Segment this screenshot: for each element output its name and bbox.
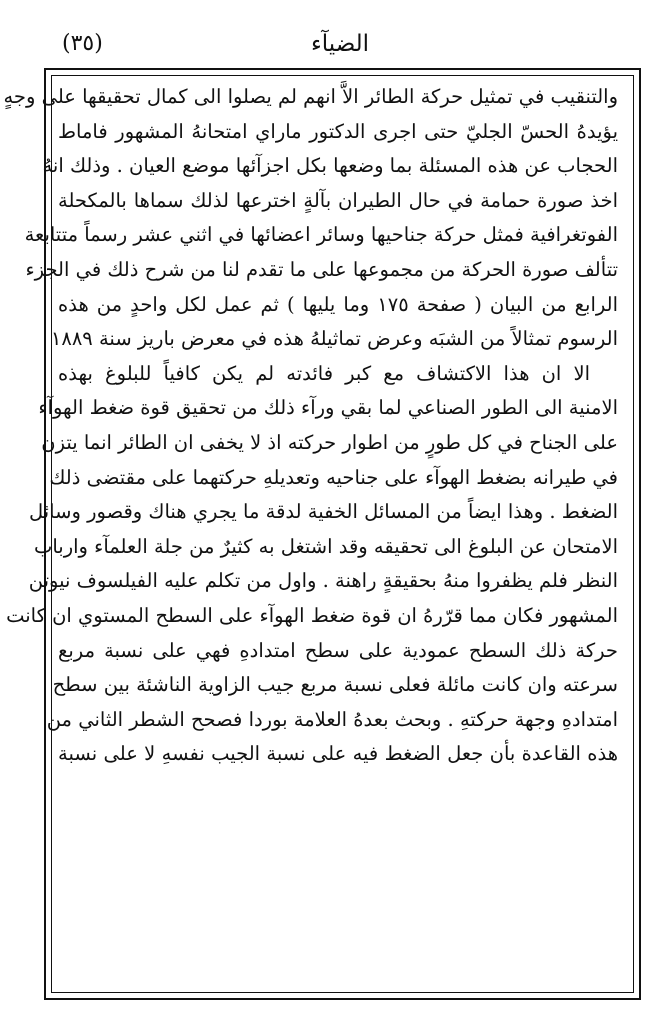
text-line: على الجناح في كل طورٍ من اطوار حركته اذ لا يخفى ان الطائر انما يتزن <box>41 430 618 454</box>
text-line: اخذ صورة حمامة في حال الطيران بآلةٍ اخترعها لذلك سماها بالمكحلة <box>58 188 618 212</box>
page-header <box>40 28 640 64</box>
text-line: النظر فلم يظفروا منهُ بحقيقةٍ راهنة . واول من تكلم عليه الفيلسوف نيوتن <box>28 569 618 593</box>
text-line: في طيرانه بضغط الهوآء على جناحيه وتعديلهِ حركتهما على مقتضى ذلك <box>49 465 618 489</box>
paragraph-start-line: الا ان هذا الاكتشاف مع كبر فائدته لم يكن كافياً للبلوغ بهذه <box>58 361 590 385</box>
text-line: المشهور فكان مما قرّرهُ ان قوة ضغط الهوآء على السطح المستوي ان كانت <box>6 603 618 627</box>
body-text <box>3 80 618 772</box>
text-line: الفوتغرافية فمثل حركة جناحيها وسائر اعضائها في اثني عشر رسماً متتابعة <box>24 223 618 247</box>
page-title: الضيآء <box>310 31 370 57</box>
text-line: الامتحان عن البلوغ الى تحقيقه وقد اشتغل به كثيرٌ من جلة العلمآء وارباب <box>33 534 618 558</box>
text-line: يؤيدهُ الحسّ الجليّ حتى اجرى الدكتور ماراي امتحانهُ المشهور فاماط <box>58 119 618 143</box>
text-line: والتنقيب في تمثيل حركة الطائر الاَّ انهم لم يصلوا الى كمال تحقيقها على وجهٍ <box>3 85 618 108</box>
text-line: الامنية الى الطور الصناعي لما بقي ورآء ذلك من تحقيق قوة ضغط الهوآء <box>38 396 618 420</box>
page-number: (٣٥) <box>62 31 103 56</box>
text-line: هذه القاعدة بأن جعل الضغط فيه على نسبة الجيب نفسهِ لا على نسبة <box>58 742 618 766</box>
text-line: الضغط . وهذا ايضاً من المسائل الخفية لدقة ما يجري هناك وقصور وسائل <box>28 500 618 524</box>
text-line: سرعته وان كانت مائلة فعلى نسبة مربع جيب الزاوية الناشئة بين سطح <box>52 673 618 697</box>
text-line: حركة ذلك السطح عمودية على سطح امتدادهِ فهي على نسبة مربع <box>58 638 618 662</box>
text-line: تتألف صورة الحركة من مجموعها على ما تقدم لنا من شرح ذلك في الجزء <box>25 257 618 281</box>
text-line: الرسوم تمثالاً من الشبَه وعرض تماثيلهُ هذه في معرض باريز سنة ١٨٨٩ <box>50 327 618 351</box>
text-line: الحجاب عن هذه المسئلة بما وضعها بكل اجزآئها موضع العيان . وذلك انهُ <box>42 154 618 178</box>
text-line: امتدادهِ وجهة حركتهِ . وبحث بعدهُ العلامة بوردا فصحح الشطر الثاني من <box>46 707 618 731</box>
text-line: الرابع من البيان ( صفحة ١٧٥ وما يليها ) ثم عمل لكل واحدٍ من هذه <box>58 292 618 316</box>
